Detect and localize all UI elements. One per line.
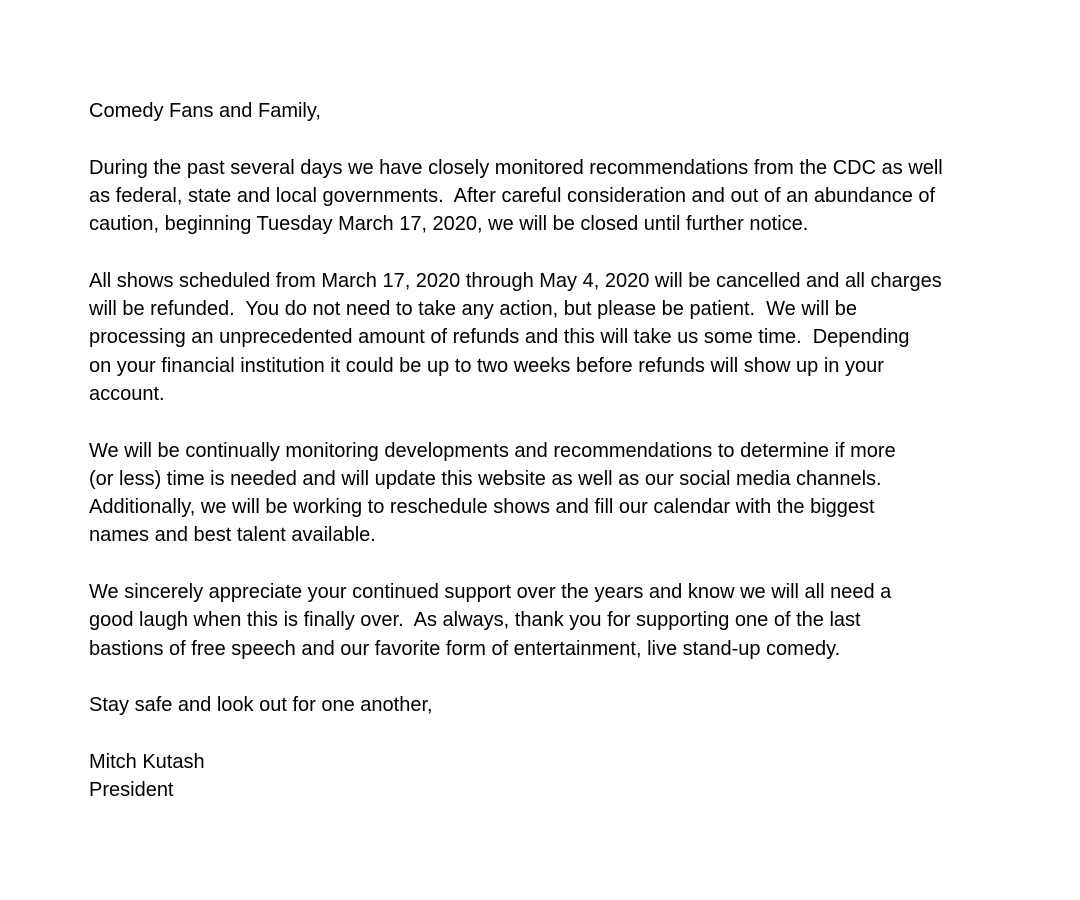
paragraph-monitoring-update <box>89 437 1049 550</box>
paragraph-line: on your financial institution it could be up to two weeks before refunds will show up in your <box>89 354 884 377</box>
signatory-name: Mitch Kutash <box>89 750 205 773</box>
letter-document <box>89 97 1049 804</box>
signatory-title: President <box>89 779 174 802</box>
paragraph-line: (or less) time is needed and will update this website as well as our social media channels. <box>89 467 882 490</box>
paragraph-line: names and best talent available. <box>89 524 376 547</box>
closing <box>89 691 1049 719</box>
salutation <box>89 97 1049 125</box>
paragraph-line: account. <box>89 382 165 405</box>
paragraph-line: caution, beginning Tuesday March 17, 2020, we will be closed until further notice. <box>89 213 809 236</box>
paragraph-line: will be refunded. You do not need to take any action, but please be patient. We will be <box>89 298 857 321</box>
paragraph-line: We sincerely appreciate your continued support over the years and know we will all need a <box>89 581 892 604</box>
closing-text: Stay safe and look out for one another, <box>89 694 433 717</box>
paragraph-line: processing an unprecedented amount of refunds and this will take us some time. Depending <box>89 326 910 349</box>
paragraph-line: All shows scheduled from March 17, 2020 through May 4, 2020 will be cancelled and all charges <box>89 269 942 292</box>
paragraph-refund-notice <box>89 267 1049 408</box>
signature-block <box>89 748 1049 805</box>
salutation-text: Comedy Fans and Family, <box>89 100 321 122</box>
paragraph-closure-notice <box>89 154 1049 239</box>
paragraph-line: good laugh when this is finally over. As always, thank you for supporting one of the last <box>89 609 861 632</box>
paragraph-line: Additionally, we will be working to reschedule shows and fill our calendar with the biggest <box>89 496 875 519</box>
paragraph-appreciation <box>89 578 1049 663</box>
paragraph-line: During the past several days we have closely monitored recommendations from the CDC as well <box>89 156 943 179</box>
paragraph-line: as federal, state and local governments. After careful consideration and out of an abundance of <box>89 184 936 207</box>
paragraph-line: We will be continually monitoring developments and recommendations to determine if more <box>89 439 896 462</box>
paragraph-line: bastions of free speech and our favorite form of entertainment, live stand-up comedy. <box>89 637 841 660</box>
